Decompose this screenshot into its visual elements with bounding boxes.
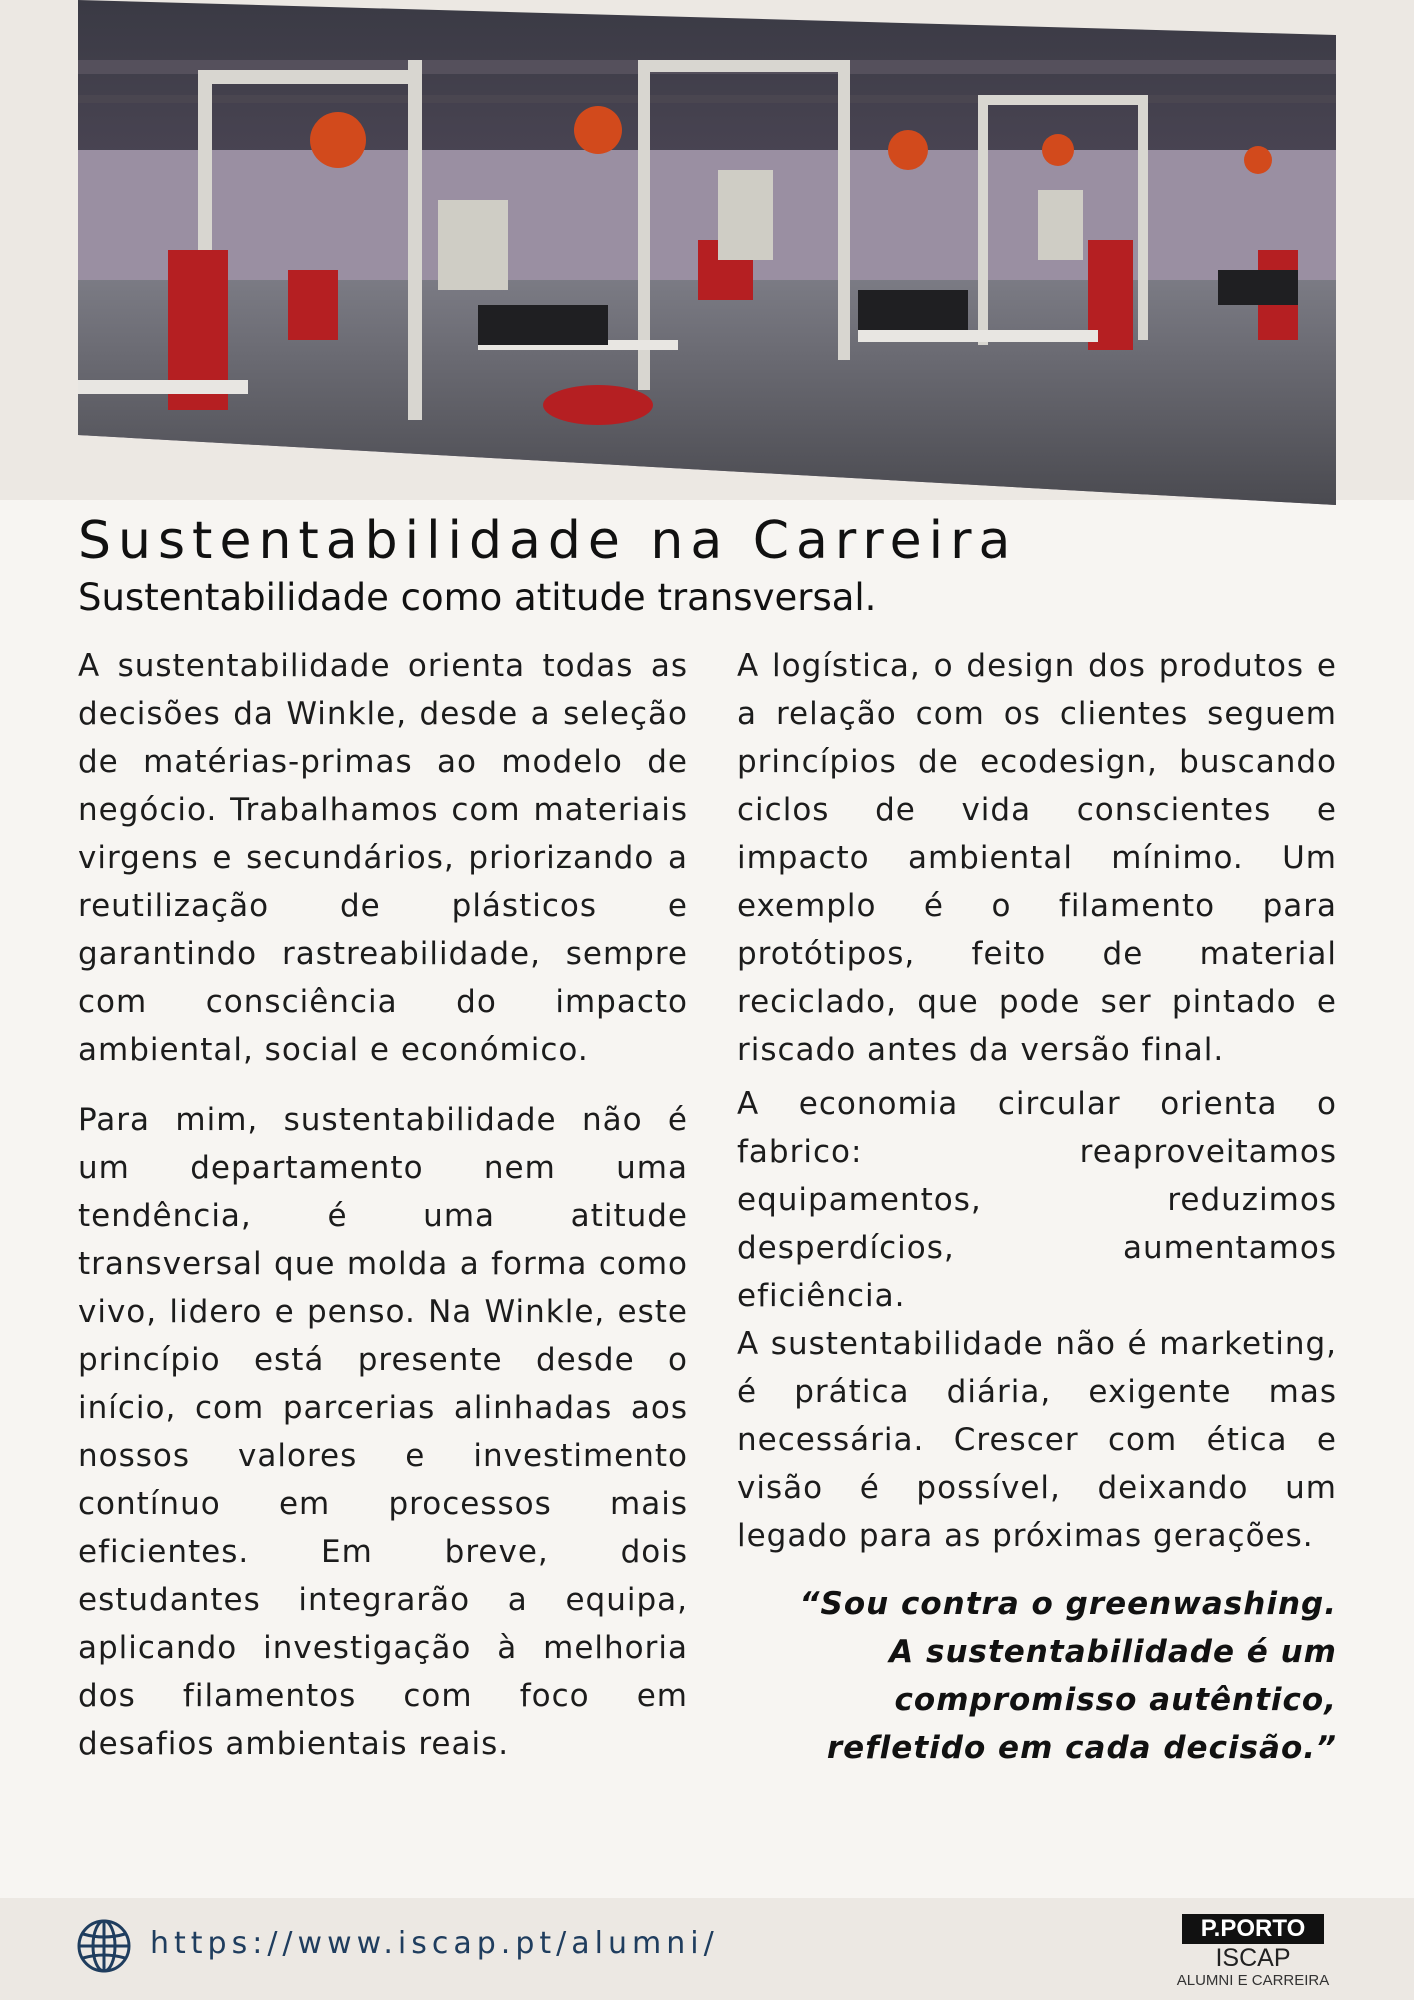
alumni-url-link[interactable]: https://www.iscap.pt/alumni/	[150, 1926, 719, 1961]
pull-quote	[737, 1580, 1337, 1772]
paragraph: A economia circular orienta o fabrico: reaproveitamos equipamentos, reduzimos desperdícios, aumentamos eficiência.	[737, 1086, 1337, 1314]
paragraph: Para mim, sustentabilidade não é um departamento nem uma tendência, é uma atitude transversal que molda a forma como vivo, lidero e penso. Na Winkle, este princípio está presente desde o início, com parcerias alinhadas aos nossos valores e investimento contínuo em processos mais eficientes. Em breve, dois estudantes integrarão a equipa, aplicando investigação à melhoria dos filamentos com foco em desafios ambientais reais.	[78, 1102, 688, 1762]
quote-line: refletido em cada decisão.”	[826, 1730, 1337, 1766]
logo-mid: ISCAP	[1215, 1944, 1291, 1972]
logo-bottom: ALUMNI E CARREIRA	[1176, 1972, 1330, 1989]
paragraph: A sustentabilidade orienta todas as decisões da Winkle, desde a seleção de matérias-primas ao modelo de negócio. Trabalhamos com materiais virgens e secundários, priorizando a reutilização de plásticos e garantindo rastreabilidade, sempre com consciência do impacto ambiental, social e económico.	[78, 648, 688, 1068]
right-column	[737, 642, 1337, 1772]
factory-floor-photo	[78, 0, 1336, 505]
logo-top: P.PORTO	[1182, 1914, 1324, 1944]
quote-line: A sustentabilidade é um	[889, 1634, 1337, 1670]
quote-line: compromisso autêntico,	[894, 1682, 1337, 1718]
article-subtitle: Sustentabilidade como atitude transversal.	[78, 576, 877, 619]
quote-line: “Sou contra o greenwashing.	[799, 1586, 1337, 1622]
article-title: Sustentabilidade na Carreira	[78, 511, 1018, 571]
paragraph: A sustentabilidade não é marketing, é prática diária, exigente mas necessária. Crescer com ética e visão é possível, deixando um legado para as próximas gerações.	[737, 1326, 1337, 1554]
globe-icon	[76, 1918, 132, 1974]
hero-photo	[78, 0, 1336, 505]
left-column	[78, 642, 688, 1768]
paragraph: A logística, o design dos produtos e a relação com os clientes seguem princípios de ecodesign, buscando ciclos de vida conscientes e impacto ambiental mínimo. Um exemplo é o filamento para protótipos, feito de material reciclado, que pode ser pintado e riscado antes da versão final.	[737, 648, 1337, 1068]
pporto-iscap-logo	[1178, 1914, 1328, 1990]
